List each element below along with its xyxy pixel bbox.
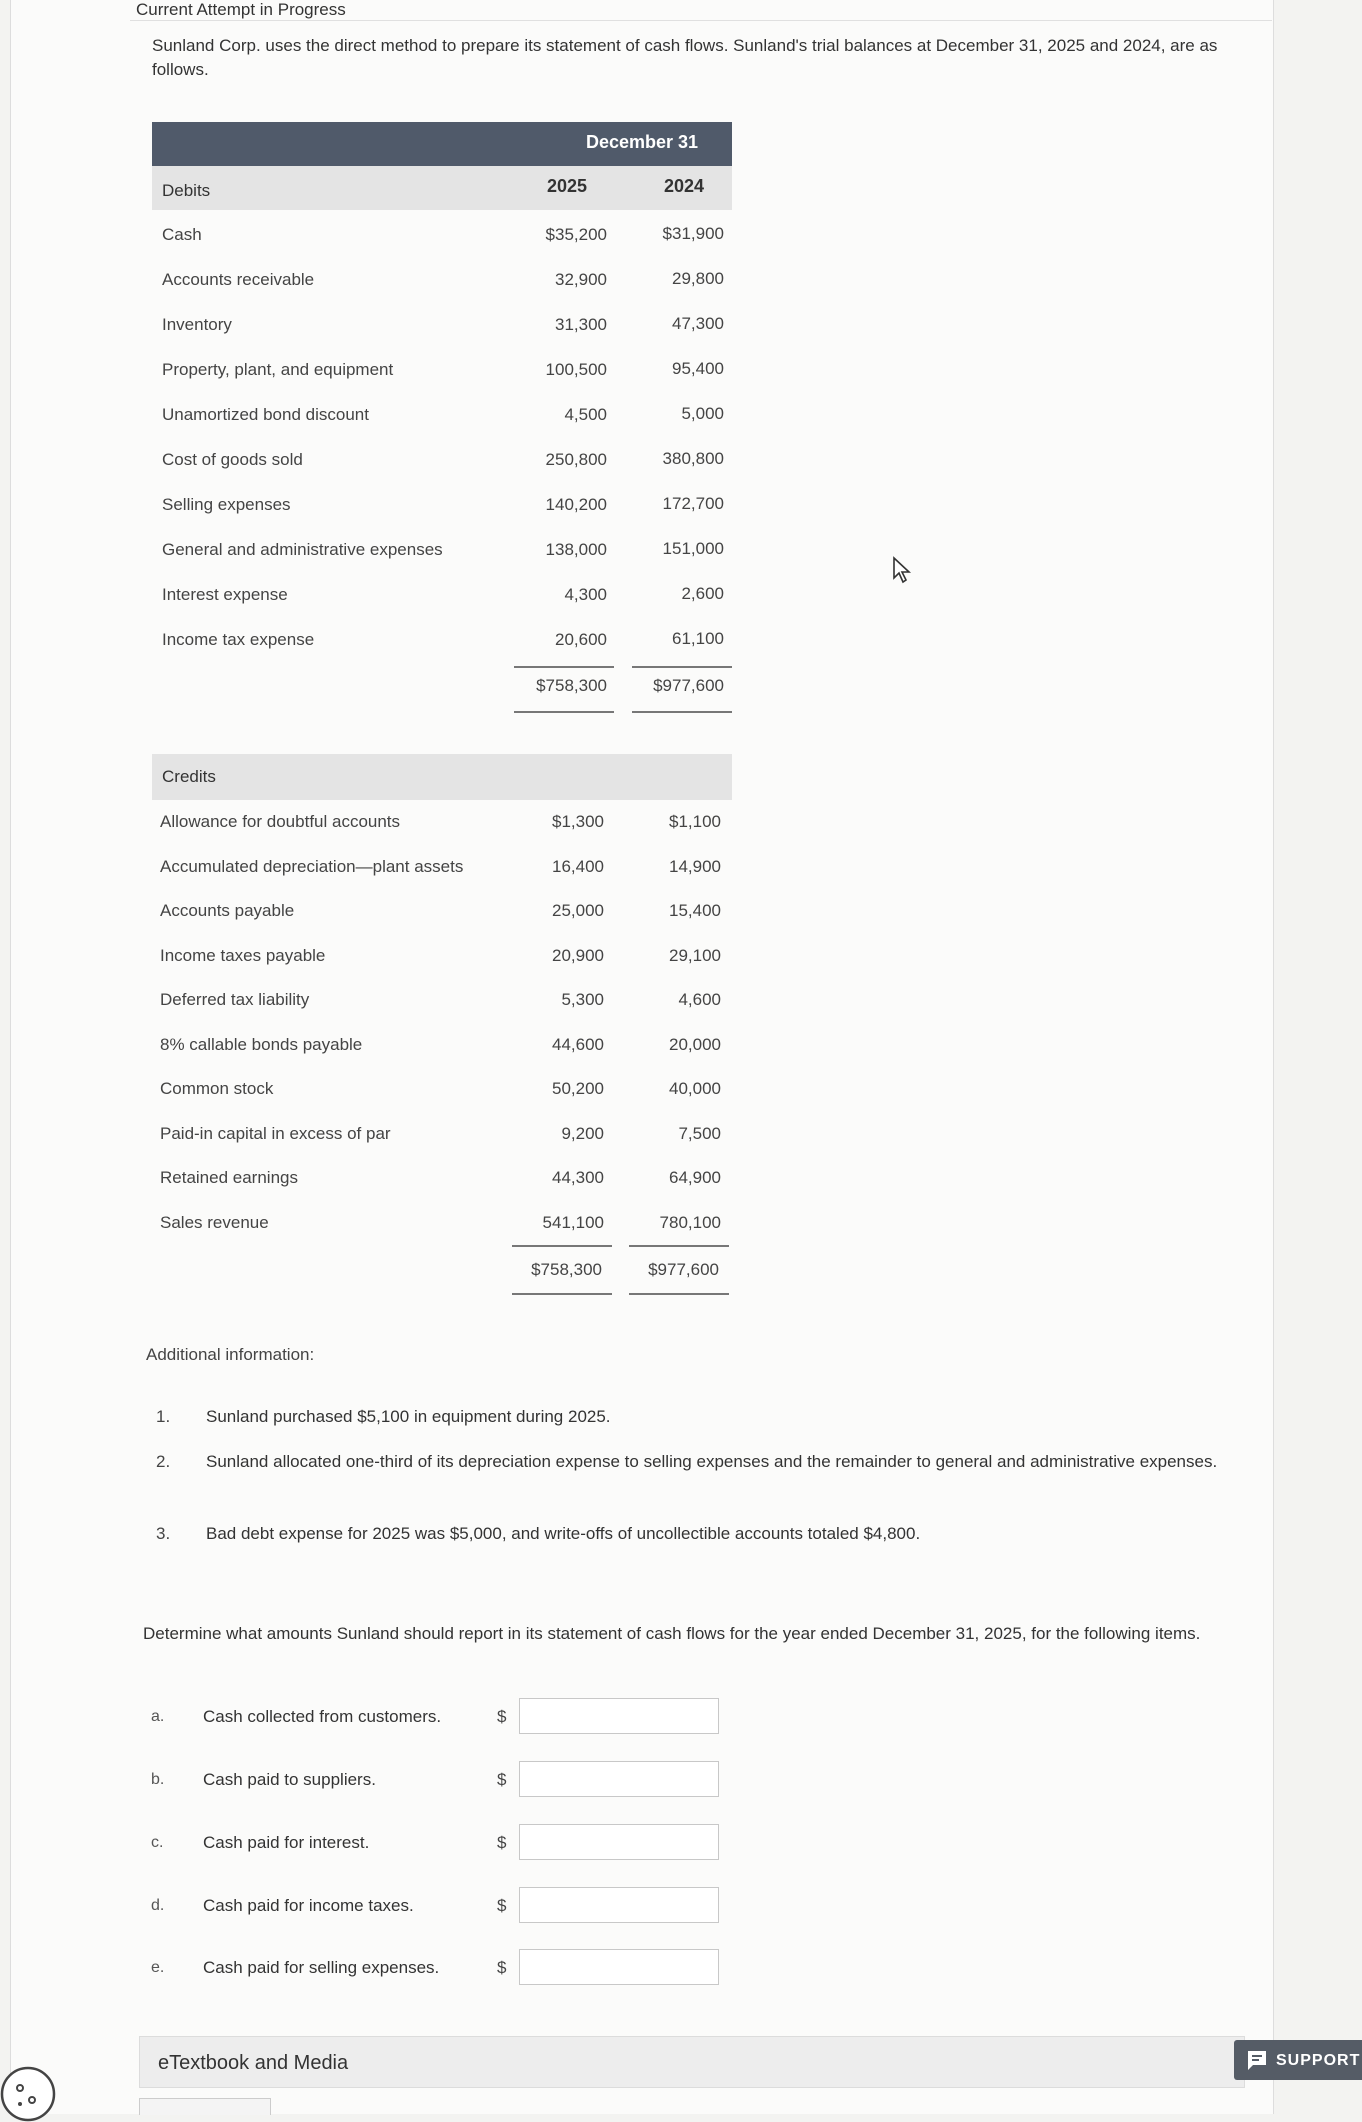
debit-row-label: Interest expense <box>162 585 288 604</box>
total-rule <box>514 711 614 713</box>
credit-row-label: Common stock <box>160 1079 274 1098</box>
credit-2025-value: 541,100 <box>542 1213 604 1232</box>
debit-2024-value: 2,600 <box>681 584 724 603</box>
credit-2025-value: 25,000 <box>552 901 604 920</box>
credits-total-2025: $758,300 <box>531 1260 602 1279</box>
debit-2024-value: 29,800 <box>672 269 724 288</box>
credit-2024-value: 780,100 <box>659 1213 721 1232</box>
question-letter: a. <box>151 1708 165 1725</box>
credit-2024-value: 20,000 <box>669 1035 721 1054</box>
answer-input-d[interactable] <box>519 1887 719 1923</box>
debit-2024-value: 61,100 <box>672 629 724 648</box>
credits-header-row <box>152 754 732 800</box>
question-letter: d. <box>151 1897 165 1914</box>
debit-2024-value: 151,000 <box>662 539 724 558</box>
dollar-sign: $ <box>497 1707 507 1726</box>
credit-2025-value: 20,900 <box>552 946 604 965</box>
answer-input-e[interactable] <box>519 1949 719 1985</box>
debit-row-label: Cost of goods sold <box>162 450 303 469</box>
credit-row-label: Accumulated depreciation—plant assets <box>160 857 464 876</box>
answer-input-a[interactable] <box>519 1698 719 1734</box>
debit-2024-value: 95,400 <box>672 359 724 378</box>
debit-2025-value: 32,900 <box>555 270 607 289</box>
question-text: Cash paid for selling expenses. <box>203 1958 440 1977</box>
debit-row-label: General and administrative expenses <box>162 540 443 559</box>
info-item-number: 3. <box>156 1524 171 1543</box>
credit-row-label: Allowance for doubtful accounts <box>160 812 401 831</box>
year-2025-header: 2025 <box>546 176 588 196</box>
credit-2024-value: 29,100 <box>669 946 721 965</box>
credit-2024-value: 40,000 <box>669 1079 721 1098</box>
debit-2024-value: 47,300 <box>672 314 724 333</box>
credit-row-label: Income taxes payable <box>160 946 326 965</box>
dollar-sign: $ <box>497 1770 507 1789</box>
info-item-text: Sunland purchased $5,100 in equipment during 2025. <box>206 1407 611 1426</box>
debit-2024-value: 380,800 <box>662 449 724 468</box>
divider <box>130 20 1272 21</box>
debit-2024-value: 5,000 <box>681 404 724 423</box>
info-item-number: 2. <box>156 1452 171 1471</box>
info-item-number: 1. <box>156 1407 171 1426</box>
credit-2025-value: $1,300 <box>552 812 604 831</box>
dollar-sign: $ <box>497 1833 507 1852</box>
debit-row-label: Unamortized bond discount <box>162 405 369 424</box>
debit-2024-value: 172,700 <box>662 494 724 513</box>
debits-total-2025: $758,300 <box>536 676 607 695</box>
question-text: Cash paid for interest. <box>203 1833 370 1852</box>
question-letter: b. <box>151 1771 165 1788</box>
debit-2025-value: 250,800 <box>545 450 607 469</box>
support-label: SUPPORT <box>1276 2052 1361 2069</box>
etextbook-media-panel[interactable] <box>139 2036 1245 2088</box>
info-item-text: Sunland allocated one-third of its depreciation expense to selling expenses and the remainder to general and administrative expenses. <box>206 1452 1218 1471</box>
total-rule <box>512 1293 612 1295</box>
debit-row-label: Property, plant, and equipment <box>162 360 394 379</box>
december-31-header: December 31 <box>585 132 699 152</box>
dollar-sign: $ <box>497 1896 507 1915</box>
total-rule <box>629 1293 729 1295</box>
debit-row-label: Income tax expense <box>162 630 315 649</box>
etextbook-label: eTextbook and Media <box>158 2052 349 2074</box>
debit-row-label: Accounts receivable <box>162 270 315 289</box>
info-item-text: Bad debt expense for 2025 was $5,000, and write-offs of uncollectible accounts totaled $4,800. <box>206 1524 921 1543</box>
debit-row-label: Cash <box>162 225 202 244</box>
credit-2025-value: 16,400 <box>552 857 604 876</box>
credit-2025-value: 50,200 <box>552 1079 604 1098</box>
debit-2025-value: 4,300 <box>564 585 607 604</box>
debits-label: Debits <box>162 181 211 200</box>
attempt-title: Current Attempt in Progress <box>136 0 346 19</box>
debit-2025-value: $35,200 <box>545 225 607 244</box>
mouse-cursor-icon <box>892 556 914 584</box>
credit-2025-value: 44,600 <box>552 1035 604 1054</box>
credit-2025-value: 5,300 <box>561 990 604 1009</box>
debit-2024-value: $31,900 <box>662 224 724 243</box>
credit-row-label: Deferred tax liability <box>160 990 310 1009</box>
subtotal-rule <box>629 1245 729 1247</box>
intro-text: Sunland Corp. uses the direct method to prepare its statement of cash flows. Sunland's trial balances at December 31, 2025 and 2024, are as follows. <box>152 36 1218 79</box>
credit-row-label: Accounts payable <box>160 901 295 920</box>
total-rule <box>632 711 732 713</box>
credit-2024-value: 4,600 <box>678 990 721 1009</box>
credit-2024-value: 14,900 <box>669 857 721 876</box>
etextbook-tab[interactable] <box>139 2098 271 2115</box>
debits-total-2024: $977,600 <box>653 676 724 695</box>
credit-row-label: Retained earnings <box>160 1168 298 1187</box>
debit-2025-value: 4,500 <box>564 405 607 424</box>
credit-2024-value: 64,900 <box>669 1168 721 1187</box>
table-header-bar <box>152 122 732 166</box>
question-letter: c. <box>151 1834 164 1851</box>
credit-2024-value: $1,100 <box>669 812 721 831</box>
credit-2024-value: 15,400 <box>669 901 721 920</box>
credit-2025-value: 44,300 <box>552 1168 604 1187</box>
question-text: Cash collected from customers. <box>203 1707 442 1726</box>
subtotal-rule <box>514 666 614 668</box>
subtotal-rule <box>512 1245 612 1247</box>
debit-2025-value: 20,600 <box>555 630 607 649</box>
credit-row-label: Paid-in capital in excess of par <box>160 1124 391 1143</box>
credits-total-2024: $977,600 <box>648 1260 719 1279</box>
debits-header-row <box>152 166 732 210</box>
question-text: Cash paid for income taxes. <box>203 1896 414 1915</box>
question-prompt: Determine what amounts Sunland should report in its statement of cash flows for the year ended December 31, 2025, for the following items. <box>143 1624 1201 1643</box>
answer-input-b[interactable] <box>519 1761 719 1797</box>
question-letter: e. <box>151 1959 165 1976</box>
credit-row-label: 8% callable bonds payable <box>160 1035 363 1054</box>
debit-2025-value: 140,200 <box>545 495 607 514</box>
subtotal-rule <box>632 666 732 668</box>
credit-2025-value: 9,200 <box>561 1124 604 1143</box>
chat-icon <box>1246 2049 1268 2071</box>
credits-label: Credits <box>162 767 216 786</box>
debit-2025-value: 31,300 <box>555 315 607 334</box>
support-button[interactable] <box>1234 2040 1362 2080</box>
answer-input-c[interactable] <box>519 1824 719 1860</box>
year-2024-header: 2024 <box>663 176 705 196</box>
dollar-sign: $ <box>497 1958 507 1977</box>
credit-2024-value: 7,500 <box>678 1124 721 1143</box>
credit-row-label: Sales revenue <box>160 1213 269 1232</box>
question-text: Cash paid to suppliers. <box>203 1770 376 1789</box>
debit-2025-value: 138,000 <box>545 540 607 559</box>
additional-info-label: Additional information: <box>146 1345 315 1364</box>
debit-row-label: Selling expenses <box>162 495 291 514</box>
debit-2025-value: 100,500 <box>545 360 607 379</box>
debit-row-label: Inventory <box>162 315 232 334</box>
